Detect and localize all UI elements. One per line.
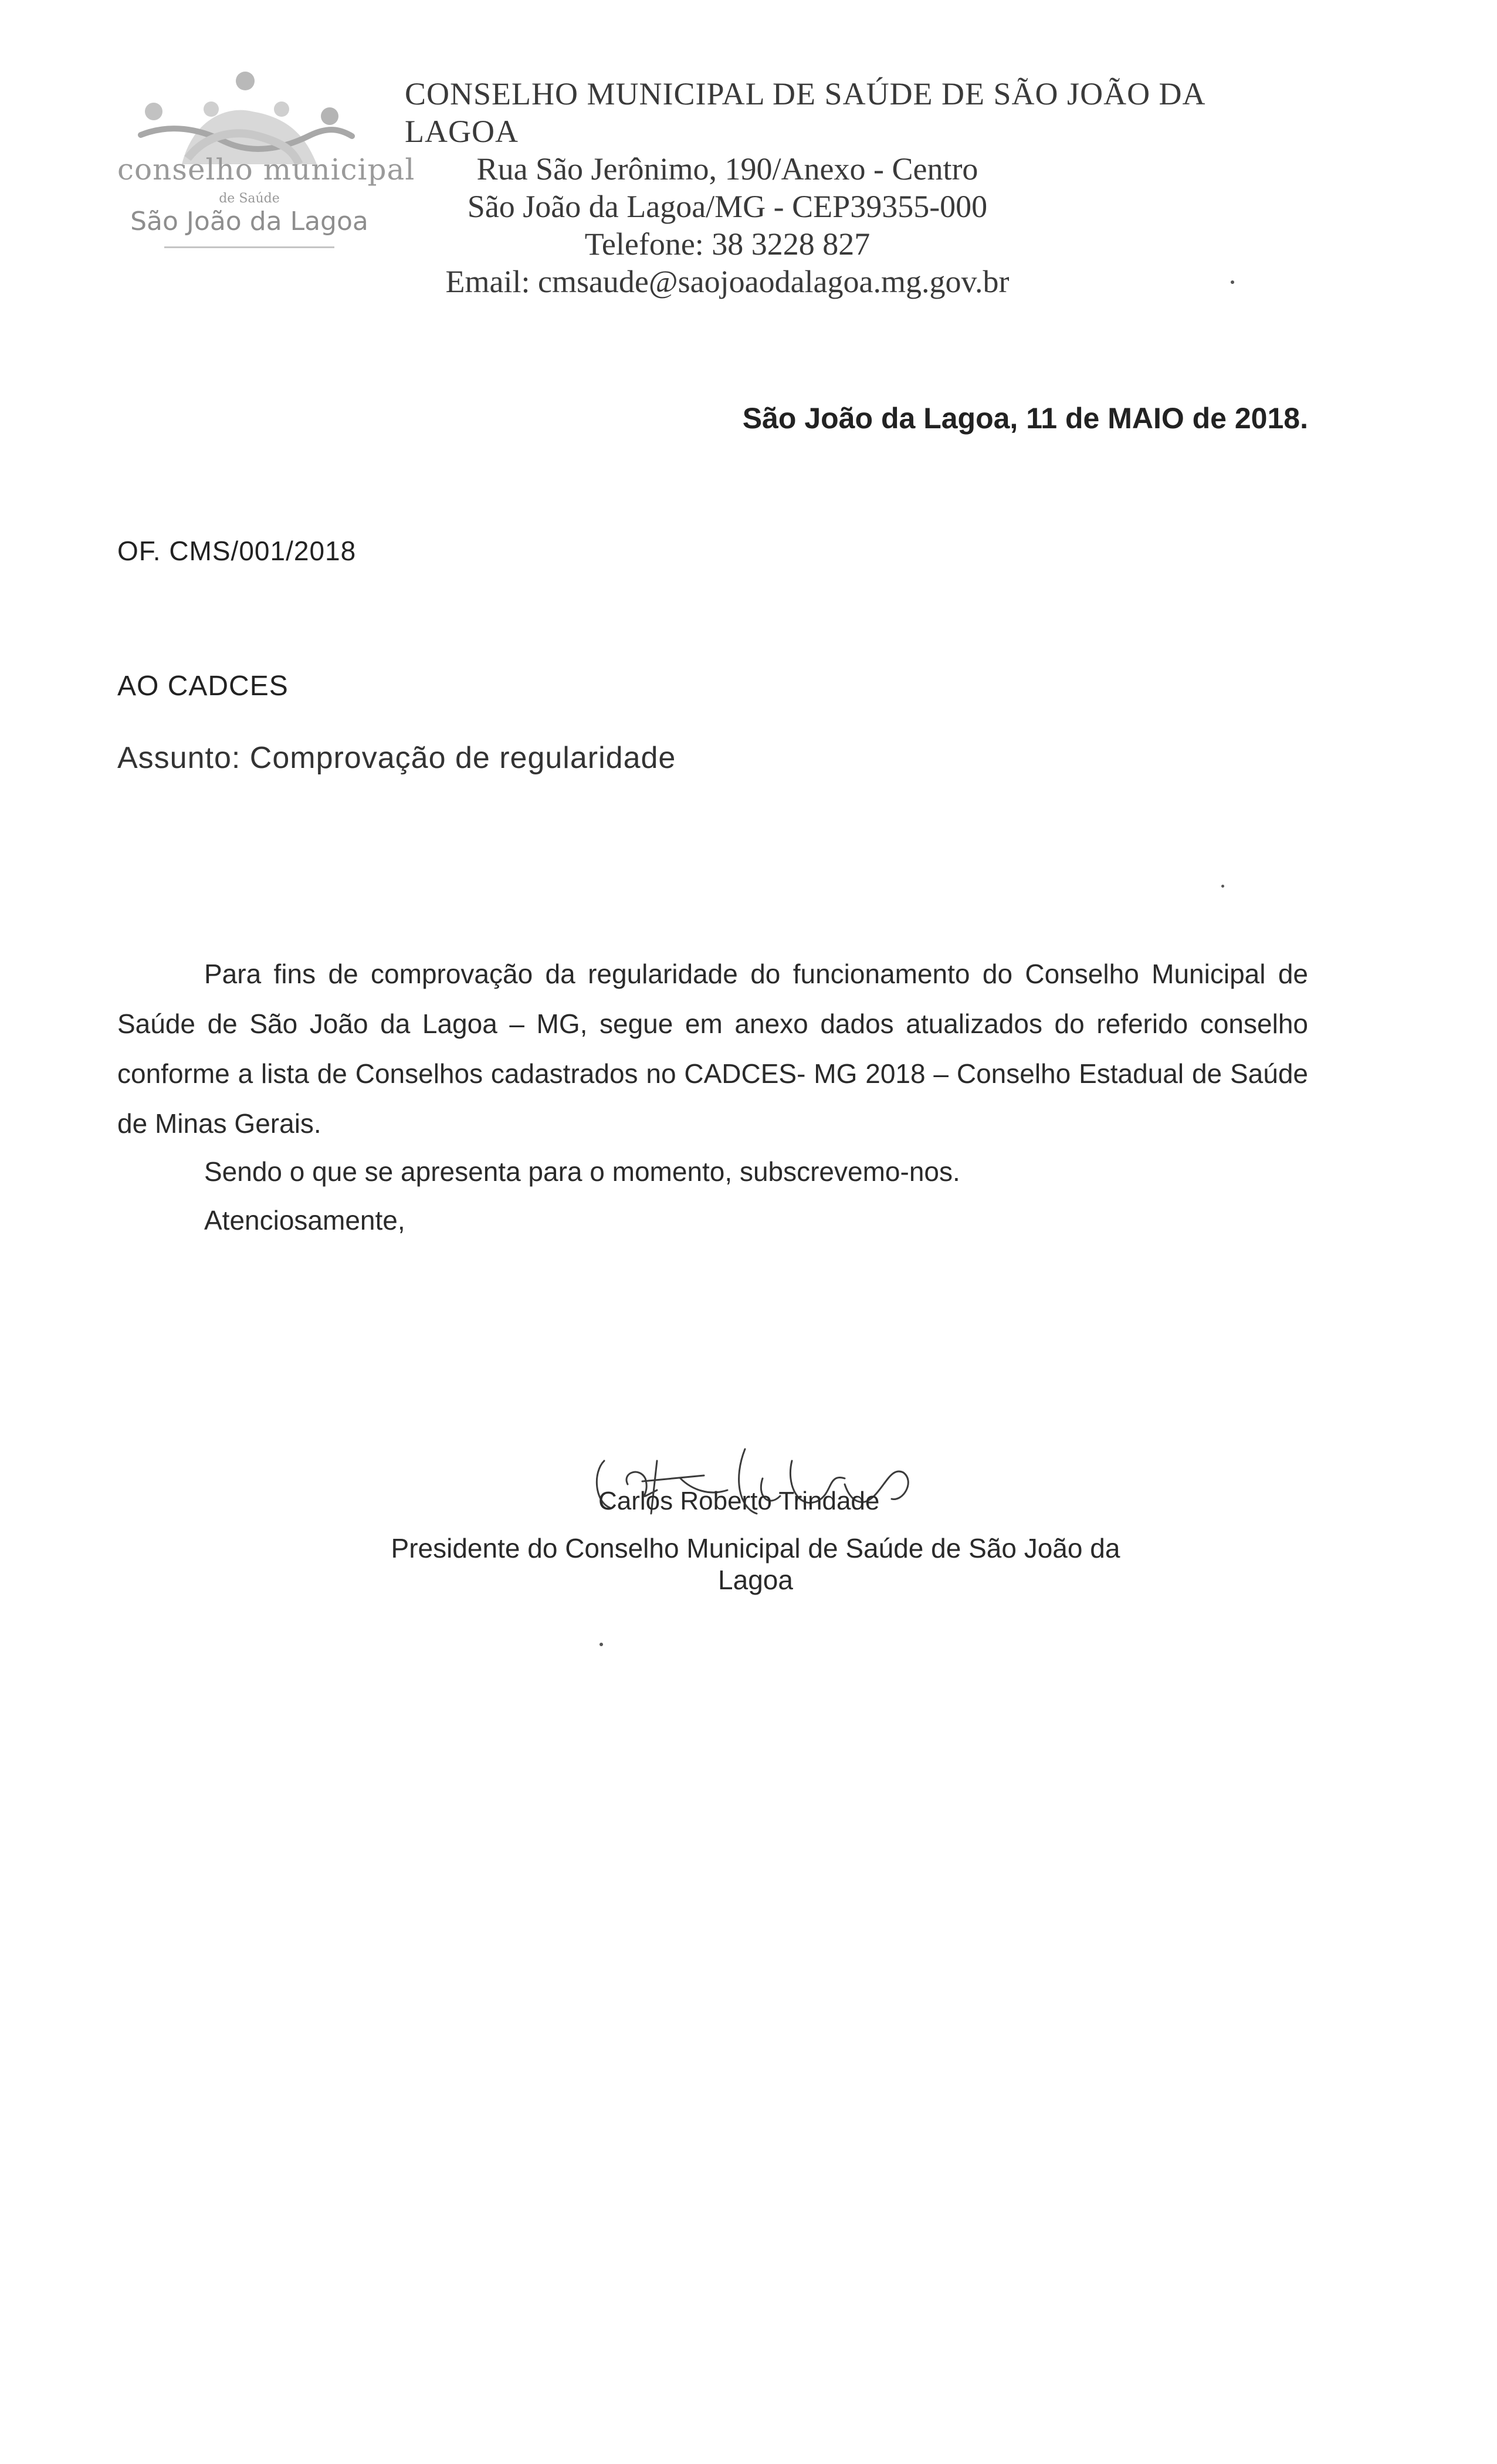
scan-speck [1221,885,1224,888]
council-logo [117,70,415,246]
salutation: Atenciosamente, [204,1205,405,1236]
letter-body [117,949,1308,1149]
scan-speck [600,1643,603,1646]
letterhead-email: Email: cmsaude@saojoaodalagoa.mg.gov.br [445,264,1010,299]
letter-date: São João da Lagoa, 11 de MAIO de 2018. [742,402,1308,435]
letterhead-address: Rua São Jerônimo, 190/Anexo - Centro [476,151,978,187]
closing-sentence: Sendo o que se apresenta para o momento, subscrevemo-nos. [204,1156,960,1187]
logo-text-health: de Saúde [219,191,280,206]
logo-text-council: conselho municipal [117,153,415,187]
subject-line: Assunto: Comprovação de regularidade [117,741,676,775]
logo-text-city: São João da Lagoa [130,207,368,236]
signer-name: Carlos Roberto Trindade [598,1487,880,1515]
letterhead-city: São João da Lagoa/MG - CEP39355-000 [467,189,988,224]
recipient: AO CADCES [117,671,289,702]
logo-divider [164,246,334,248]
office-number: OF. CMS/001/2018 [117,536,357,566]
letterhead-phone: Telefone: 38 3228 827 [584,226,871,262]
scan-speck [1231,280,1234,284]
body-paragraph: Para fins de comprovação da regularidade do funcionamento do Conselho Municipal de Saúde de São João da Lagoa – MG, segue em anexo dados atualizados do referido conselho conforme a lista de Conselhos cadastrados no CADCES- MG 2018 – Conselho Estadual de Saúde de Minas Gerais. [117,959,1308,1139]
letterhead-title: CONSELHO MUNICIPAL DE SAÚDE DE SÃO JOÃO DA LAGOA [405,76,1204,149]
signer-title: Presidente do Conselho Municipal de Saúde de São João da Lagoa [391,1533,1120,1595]
letterhead [405,75,1238,300]
